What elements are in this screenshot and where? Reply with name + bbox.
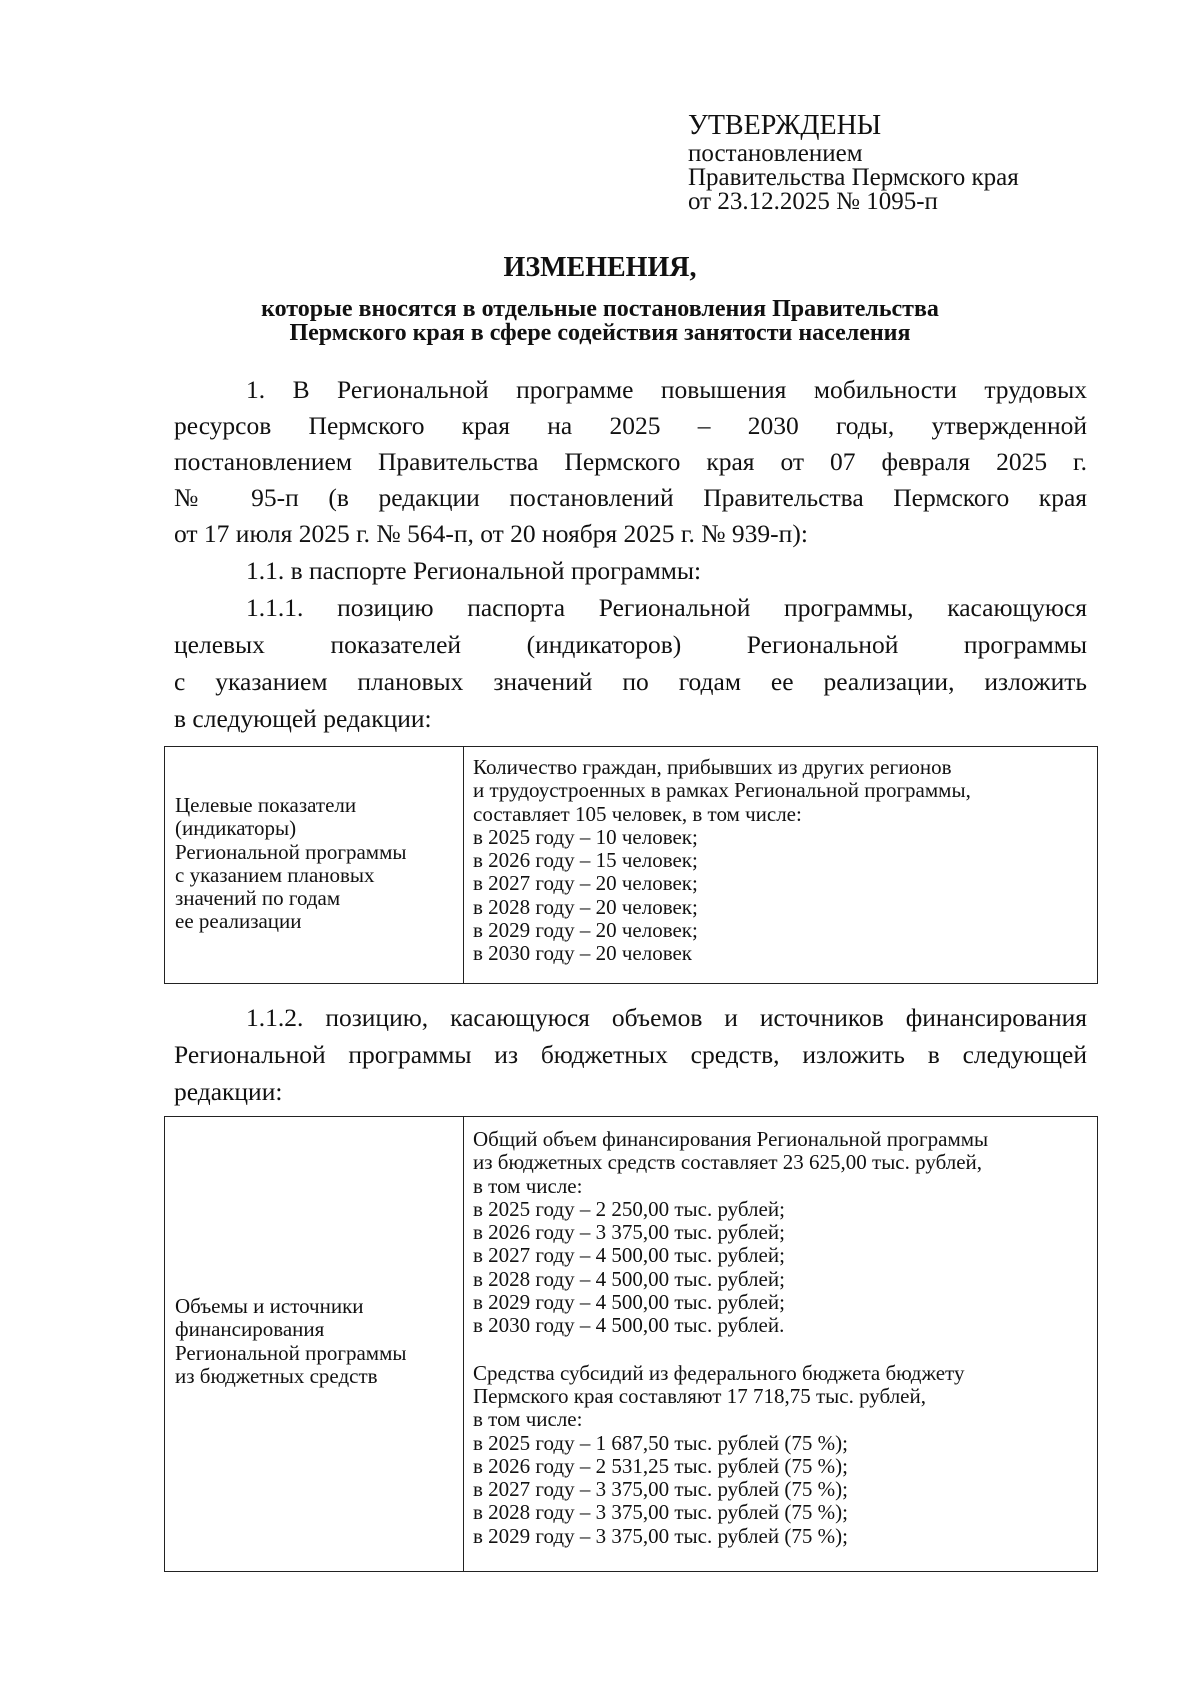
cell-line: Пермского края составляют 17 718,75 тыс. рублей, <box>473 1383 926 1408</box>
cell-line: в 2028 году – 20 человек; <box>473 894 698 919</box>
cell-line: в 2029 году – 20 человек; <box>473 918 698 943</box>
paragraph-line: в следующей редакции: <box>174 704 432 733</box>
cell-line: в том числе: <box>473 1407 583 1432</box>
approval-line: от 23.12.2025 № 1095-п <box>688 188 938 215</box>
paragraph-line: 1.1. в паспорте Региональной программы: <box>246 556 702 585</box>
cell-line: Целевые показатели <box>175 793 357 817</box>
paragraph-line: с указанием плановых значений по годам ее реализации, изложить <box>174 667 1087 696</box>
cell-line: (индикаторы) <box>175 816 297 841</box>
paragraph-line: № 95-п (в редакции постановлений Правительства Пермского края <box>174 483 1087 512</box>
approval-stamp <box>688 110 1019 214</box>
block-spacer <box>473 1338 1091 1362</box>
cell-line: в 2025 году – 10 человек; <box>473 824 698 849</box>
approval-heading: УТВЕРЖДЕНЫ <box>688 110 882 141</box>
cell-line: Общий объем финансирования Региональной программы <box>473 1127 989 1151</box>
paragraph-line: постановлением Правительства Пермского края от 07 февраля 2025 г. <box>174 447 1087 476</box>
cell-line: в 2027 году – 4 500,00 тыс. рублей; <box>473 1243 785 1268</box>
cell-line: Объемы и источники <box>175 1294 364 1318</box>
cell-line: в 2025 году – 2 250,00 тыс. рублей; <box>473 1196 785 1221</box>
table-left-cell <box>175 794 455 934</box>
cell-line: в том числе: <box>473 1173 583 1198</box>
cell-line: Средства субсидий из федерального бюджета бюджету <box>473 1360 965 1385</box>
paragraph-line: 1. В Региональной программе повышения мобильности трудовых <box>246 375 1087 404</box>
cell-line: Региональной программы <box>175 839 407 864</box>
document-title: ИЗМЕНЕНИЯ, <box>503 252 697 283</box>
paragraph-line: 1.1.2. позицию, касающуюся объемов и источников финансирования <box>246 1003 1087 1032</box>
cell-line: с указанием плановых <box>175 862 375 887</box>
cell-line: финансирования <box>175 1317 325 1342</box>
cell-line: и трудоустроенных в рамках Региональной программы, <box>473 778 971 803</box>
paragraph-line: редакции: <box>174 1077 283 1106</box>
table-divider <box>463 747 464 983</box>
cell-line: в 2027 году – 3 375,00 тыс. рублей (75 %); <box>473 1477 848 1502</box>
paragraph-line: Региональной программы из бюджетных средств, изложить в следующей <box>174 1040 1087 1069</box>
indicators-table <box>164 746 1098 984</box>
cell-line: из бюджетных средств составляет 23 625,00 тыс. рублей, <box>473 1150 983 1175</box>
paragraph-line: ресурсов Пермского края на 2025 – 2030 годы, утвержденной <box>174 411 1087 440</box>
cell-line: Количество граждан, прибывших из других регионов <box>473 755 952 779</box>
cell-line: в 2028 году – 4 500,00 тыс. рублей; <box>473 1266 785 1291</box>
approval-line: Правительства Пермского края <box>688 164 1019 191</box>
cell-line: в 2026 году – 15 человек; <box>473 848 698 873</box>
cell-line: в 2027 году – 20 человек; <box>473 871 698 896</box>
cell-line: в 2026 году – 3 375,00 тыс. рублей; <box>473 1220 785 1245</box>
table-left-cell <box>175 1295 455 1388</box>
document-subtitle-line: Пермского края в сфере содействия занятости населения <box>289 320 911 346</box>
cell-line: из бюджетных средств <box>175 1363 378 1388</box>
cell-line: в 2029 году – 4 500,00 тыс. рублей; <box>473 1290 785 1315</box>
cell-line: ее реализации <box>175 909 302 934</box>
paragraph-line: от 17 июля 2025 г. № 564-п, от 20 ноября 2025 г. № 939-п): <box>174 519 808 548</box>
table-divider <box>463 1117 464 1571</box>
cell-line: в 2025 году – 1 687,50 тыс. рублей (75 %); <box>473 1430 848 1455</box>
cell-line: в 2028 году – 3 375,00 тыс. рублей (75 %); <box>473 1500 848 1525</box>
table-right-cell <box>473 1128 1091 1548</box>
paragraph-line: целевых показателей (индикаторов) Региональной программы <box>174 630 1087 659</box>
cell-line: в 2026 году – 2 531,25 тыс. рублей (75 %); <box>473 1453 848 1478</box>
cell-line: в 2030 году – 20 человек <box>473 941 693 966</box>
cell-line: в 2029 году – 3 375,00 тыс. рублей (75 %); <box>473 1523 848 1548</box>
paragraph-line: 1.1.1. позицию паспорта Региональной программы, касающуюся <box>246 593 1087 622</box>
approval-line: постановлением <box>688 140 863 167</box>
financing-table <box>164 1116 1098 1572</box>
cell-line: составляет 105 человек, в том числе: <box>473 801 802 826</box>
cell-line: значений по годам <box>175 886 341 911</box>
document-subtitle-line: которые вносятся в отдельные постановления Правительства <box>261 296 939 322</box>
cell-line: Региональной программы <box>175 1340 407 1365</box>
cell-line: в 2030 году – 4 500,00 тыс. рублей. <box>473 1313 785 1338</box>
table-right-cell <box>473 756 1091 966</box>
